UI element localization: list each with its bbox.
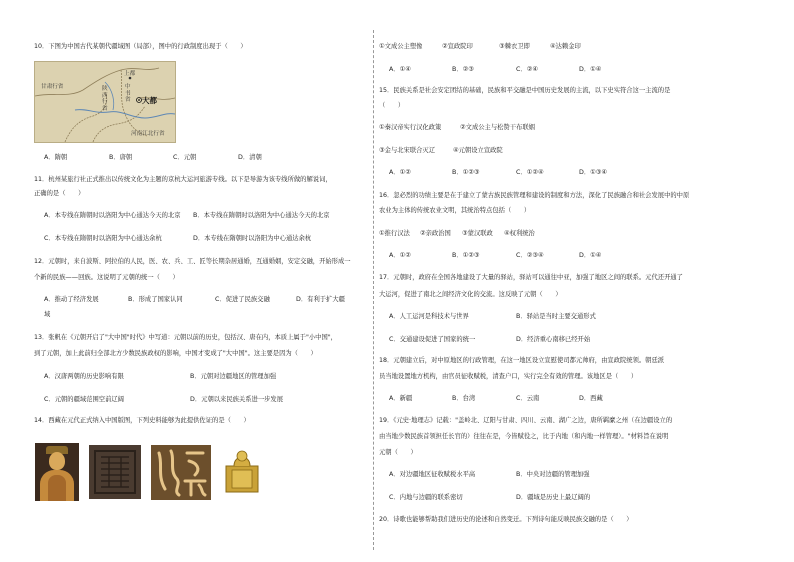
q15-item-4: ④元朝设立宣政院 bbox=[453, 147, 503, 154]
map-label-dadu: 大都 bbox=[142, 96, 157, 105]
q16-option-b[interactable]: B．①②③ bbox=[452, 252, 480, 259]
q18-option-a[interactable]: A．新疆 bbox=[389, 395, 413, 402]
q15-option-b[interactable]: B．①②③ bbox=[452, 169, 480, 176]
q19-stem-line2: 由当地少数民族首领担任长官的）往往在是，今皆赋役之，比于内地（和内地一样管理）。"材料旨在说明 bbox=[379, 433, 669, 440]
q10-option-c[interactable]: C．元朝 bbox=[173, 154, 197, 161]
q12-option-b[interactable]: B．形成了国家认同 bbox=[128, 296, 183, 303]
q12-option-a[interactable]: A．推动了经济发展 bbox=[44, 296, 99, 303]
q14-option-d[interactable]: D．①④ bbox=[579, 66, 602, 73]
q11-option-d[interactable]: D．本专线在隋朝时以洛阳为中心通达余杭 bbox=[193, 235, 312, 242]
q16-item-4: ④权利统治 bbox=[504, 230, 535, 237]
map-label-shangdu: 上都 bbox=[124, 71, 136, 77]
q16-option-d[interactable]: D．①④ bbox=[579, 252, 602, 259]
buddha-statue-image bbox=[35, 443, 79, 501]
q17-stem-line1: 17．元朝时，政府在全国各地建设了大量的驿站，驿站可以通往中亚，加强了地区之间的联系。元代还开通了 bbox=[379, 274, 683, 281]
q17-option-a[interactable]: A．人工运河是科技术与世界 bbox=[389, 313, 469, 320]
q14-option-c[interactable]: C．②④ bbox=[516, 66, 538, 73]
q18-option-c[interactable]: C．云南 bbox=[516, 395, 540, 402]
q10-option-d[interactable]: D．清朝 bbox=[238, 154, 262, 161]
q15-option-d[interactable]: D．①③④ bbox=[579, 169, 608, 176]
map-label-henan: 河南江北行省 bbox=[131, 131, 165, 137]
q15-item-2: ②文成公主与松赞干布联姻 bbox=[460, 124, 535, 131]
q19-option-b[interactable]: B．中央对边疆的管理加强 bbox=[516, 471, 590, 478]
q17-option-d[interactable]: D．经济重心南移已经开始 bbox=[516, 336, 591, 343]
map-label-gansu: 甘肃行省 bbox=[41, 84, 64, 90]
q20-stem: 20．诗歌也能够帮助我们进历史的论述和自然变迁。下列诗句能反映民族交融的是（ ） bbox=[379, 516, 633, 523]
golden-seal-image bbox=[222, 446, 262, 496]
q12-option-c[interactable]: C．促进了民族交融 bbox=[215, 296, 270, 303]
q11-option-b[interactable]: B．本专线在隋朝时以洛阳为中心通达今天的北京 bbox=[193, 212, 330, 219]
q11-stem-line2: 正确的是（ ） bbox=[34, 190, 85, 197]
q18-stem-line1: 18．元朝建立后，对中原地区的行政管理，在这一地区设立宣慰使司都元帅府，由宣政院统领。朝廷派 bbox=[379, 357, 665, 364]
q16-stem-line1: 16．忽必烈的功绩主要是在于建立了蒙古族民族管理和建设的制度和方法，深化了民族融合和社会发展中的中原 bbox=[379, 192, 690, 199]
q13-option-b[interactable]: B．元朝对边疆地区的管理加强 bbox=[190, 373, 277, 380]
q10-option-a[interactable]: A．隋朝 bbox=[44, 154, 68, 161]
q17-option-b[interactable]: B．驿站是当时主要交通形式 bbox=[516, 313, 596, 320]
q17-stem-line2: 大运河，促进了南北之间经济文化的交流。这反映了元朝（ ） bbox=[379, 291, 562, 298]
map-label-shaanxi: 陕西行省 bbox=[102, 86, 108, 112]
q15-item-1: ①秦汉帝实行汉化政策 bbox=[379, 124, 442, 131]
q14-item-1: ①文成公主塑像 bbox=[379, 43, 423, 50]
q12-stem-line1: 12．元朝时，来自波斯、阿拉伯的人民，医、农、兵、工、匠等长期杂居通婚，互通婚姻，安定交融，开始形成一 bbox=[34, 258, 351, 265]
q15-stem-line1: 15．民族关系是社会安定团结的基础，民族和平交融是中国历史发展的主流，以下史实符合这一主流的是 bbox=[379, 87, 671, 94]
q12-option-d-wrap: 域 bbox=[44, 311, 51, 318]
q14-item-4: ④达赖金印 bbox=[550, 43, 581, 50]
q15-option-a[interactable]: A．①② bbox=[389, 169, 411, 176]
q15-option-c[interactable]: C．①②④ bbox=[516, 169, 544, 176]
q13-option-a[interactable]: A．汉唐两朝的历史影响有限 bbox=[44, 373, 124, 380]
q19-stem-line1: 19．《元史·地理志》记载："盖岭北、辽阳与甘肃、四川、云南、湖广之边，唐所羁縻之州（在边疆设立的 bbox=[379, 417, 673, 424]
map-label-zhongshu: 中书省 bbox=[125, 84, 131, 103]
q16-item-3: ③蒙汉联政 bbox=[462, 230, 493, 237]
q14-option-b[interactable]: B．②③ bbox=[452, 66, 474, 73]
column-divider bbox=[373, 30, 374, 550]
q10-option-b[interactable]: B．唐朝 bbox=[109, 154, 133, 161]
q13-option-c[interactable]: C．元朝的疆域范围空前辽阔 bbox=[44, 396, 124, 403]
q16-stem-line2: 农业为主体的传统农业文明，其统治特点包括（ ） bbox=[379, 207, 531, 214]
q15-stem-line2: （ ） bbox=[379, 102, 405, 109]
historical-map bbox=[34, 61, 176, 143]
q19-option-d[interactable]: D．疆域是历史上最辽阔的 bbox=[516, 494, 591, 501]
q19-option-a[interactable]: A．对边疆地区征收赋税水平高 bbox=[389, 471, 476, 478]
q18-stem-line2: 员当地设置地方机构，由官员征收赋税，清查户口，实行完全有效的管理。该地区是（ ） bbox=[379, 373, 638, 380]
q14-option-a[interactable]: A．①④ bbox=[389, 66, 411, 73]
q12-option-d[interactable]: D．有利于扩大疆 bbox=[296, 296, 345, 303]
q15-item-3: ③金与北宋联合灭辽 bbox=[379, 147, 436, 154]
q16-option-a[interactable]: A．①② bbox=[389, 252, 411, 259]
q11-option-c[interactable]: C．本专线在隋朝时以洛阳为中心通达余杭 bbox=[44, 235, 162, 242]
q12-stem-line2: 个新的民族——回族。这说明了元朝的统一（ ） bbox=[34, 274, 179, 281]
q16-item-2: ②亲政治国 bbox=[420, 230, 451, 237]
bronze-seal-image bbox=[89, 445, 141, 499]
q19-option-c[interactable]: C．内地与边疆的联系密切 bbox=[389, 494, 463, 501]
q11-stem-line1: 11．杭州某旅行社正式推出以传统文化为主题的京杭大运河旅游专线。以下是导游为该专线所做的解说词， bbox=[34, 176, 332, 183]
q13-stem-line1: 13．张帆在《元朝开启了"大中国"时代》中写道：元朝以前的历史，包括汉、唐在内，本质上属于"小中国"， bbox=[34, 334, 337, 341]
q14-item-2: ②宣政院印 bbox=[442, 43, 473, 50]
q16-option-c[interactable]: C．②③④ bbox=[516, 252, 544, 259]
q13-stem-line2: 到了元朝，加上此前归全部北方少数民族政权的影响，中国才变成了"大中国"。这主要是因为（ ） bbox=[34, 350, 317, 357]
q17-option-c[interactable]: C．交通建设促进了国家的统一 bbox=[389, 336, 476, 343]
q13-option-d[interactable]: D．元朝以来民族关系进一步发展 bbox=[190, 396, 284, 403]
q14-stem: 14．西藏在元代正式纳入中国版图，下列史料能够为此提供佐证的是（ ） bbox=[34, 417, 250, 424]
q19-stem-line3: 元朝（ ） bbox=[379, 449, 417, 456]
q18-option-b[interactable]: B．台湾 bbox=[452, 395, 476, 402]
q18-option-d[interactable]: D．西藏 bbox=[579, 395, 603, 402]
q14-item-3: ③棘衣卫即 bbox=[499, 43, 530, 50]
seal-imprint-image bbox=[151, 445, 211, 500]
q11-option-a[interactable]: A．本专线在隋朝时以洛阳为中心通达今天的北京 bbox=[44, 212, 181, 219]
q16-item-1: ①推行汉法 bbox=[379, 230, 410, 237]
q10-stem: 10．下图为中国古代某朝代疆域图（局部），图中的行政制度出现于（ ） bbox=[34, 43, 247, 50]
